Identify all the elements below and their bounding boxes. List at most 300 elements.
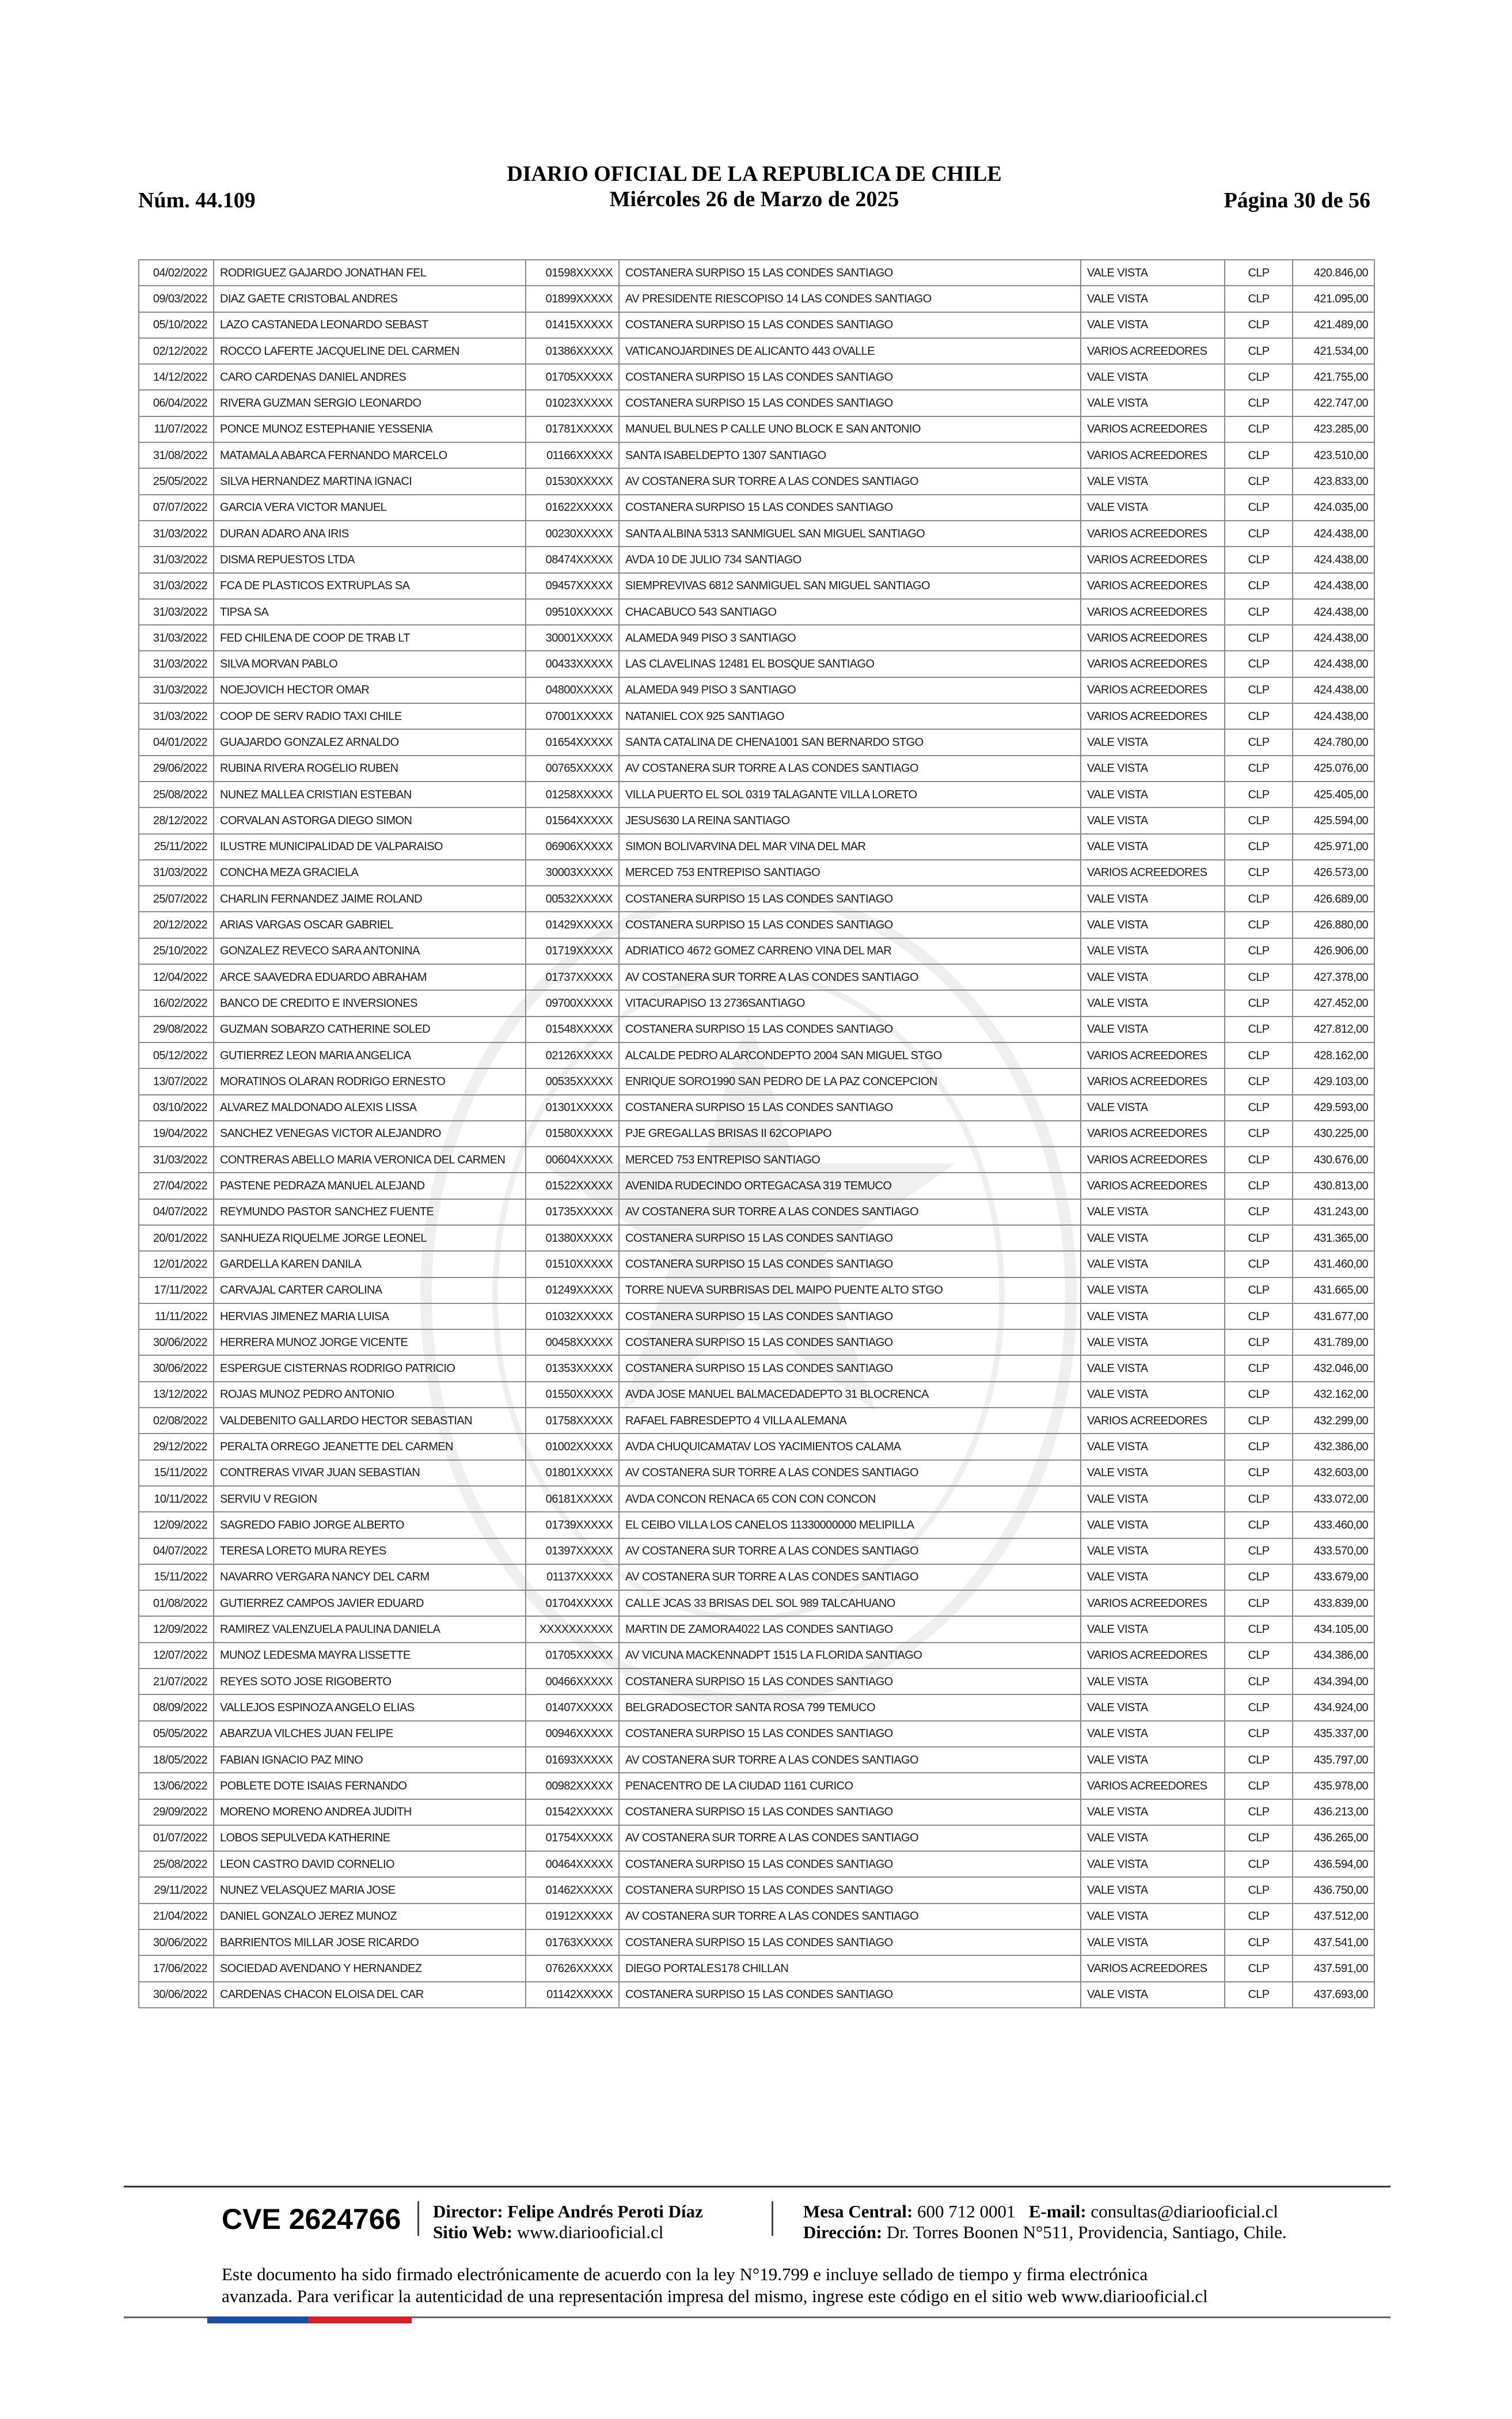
payment-type-cell: VALE VISTA: [1081, 1486, 1225, 1512]
currency-cell: CLP: [1225, 338, 1293, 364]
table-row: [139, 1121, 1374, 1147]
payment-type-cell: VARIOS ACREEDORES: [1081, 442, 1225, 468]
rut-cell: 01693XXXXX: [526, 1747, 619, 1773]
payment-type-cell: VALE VISTA: [1081, 495, 1225, 521]
name-cell: LOBOS SEPULVEDA KATHERINE: [214, 1825, 526, 1851]
rut-cell: 09510XXXXX: [526, 599, 619, 625]
rut-cell: 08474XXXXX: [526, 547, 619, 572]
address-cell: VILLA PUERTO EL SOL 0319 TALAGANTE VILLA LORETO: [619, 782, 1081, 807]
date-cell: 30/06/2022: [139, 1355, 214, 1381]
rut-cell: 01002XXXXX: [526, 1434, 619, 1459]
date-cell: 27/04/2022: [139, 1173, 214, 1199]
name-cell: FABIAN IGNACIO PAZ MINO: [214, 1747, 526, 1773]
address-cell: JESUS630 LA REINA SANTIAGO: [619, 807, 1081, 833]
address-cell: COSTANERA SURPISO 15 LAS CONDES SANTIAGO: [619, 312, 1081, 338]
amount-cell: 426.573,00: [1293, 860, 1374, 886]
table-row: [139, 468, 1374, 494]
address-cell: AV COSTANERA SUR TORRE A LAS CONDES SANTIAGO: [619, 756, 1081, 782]
table-row: [139, 1147, 1374, 1173]
payment-type-cell: VARIOS ACREEDORES: [1081, 1173, 1225, 1199]
table-row: [139, 338, 1374, 364]
rut-cell: 01407XXXXX: [526, 1694, 619, 1720]
name-cell: RODRIGUEZ GAJARDO JONATHAN FEL: [214, 260, 526, 286]
date-cell: 20/01/2022: [139, 1225, 214, 1251]
amount-cell: 430.225,00: [1293, 1121, 1374, 1147]
table-row: [139, 1694, 1374, 1720]
rut-cell: 01032XXXXX: [526, 1303, 619, 1329]
date-cell: 31/03/2022: [139, 547, 214, 572]
amount-cell: 436.213,00: [1293, 1799, 1374, 1825]
flag-stripe: [207, 2316, 412, 2323]
rut-cell: 06906XXXXX: [526, 834, 619, 860]
name-cell: VALDEBENITO GALLARDO HECTOR SEBASTIAN: [214, 1408, 526, 1434]
currency-cell: CLP: [1225, 1669, 1293, 1694]
name-cell: GUZMAN SOBARZO CATHERINE SOLED: [214, 1017, 526, 1042]
name-cell: HERVIAS JIMENEZ MARIA LUISA: [214, 1303, 526, 1329]
name-cell: MATAMALA ABARCA FERNANDO MARCELO: [214, 442, 526, 468]
date-cell: 04/07/2022: [139, 1199, 214, 1225]
cve-code: CVE 2624766: [222, 2203, 401, 2235]
address-cell: PJE GREGALLAS BRISAS II 62COPIAPO: [619, 1121, 1081, 1147]
amount-cell: 432.162,00: [1293, 1382, 1374, 1408]
currency-cell: CLP: [1225, 1825, 1293, 1851]
currency-cell: CLP: [1225, 1538, 1293, 1564]
name-cell: ALVAREZ MALDONADO ALEXIS LISSA: [214, 1095, 526, 1121]
address-cell: ENRIQUE SORO1990 SAN PEDRO DE LA PAZ CONCEPCION: [619, 1068, 1081, 1094]
date-cell: 12/09/2022: [139, 1512, 214, 1538]
rut-cell: 01763XXXXX: [526, 1929, 619, 1955]
table-row: [139, 1929, 1374, 1955]
table-row: [139, 1042, 1374, 1068]
payment-type-cell: VARIOS ACREEDORES: [1081, 677, 1225, 703]
page-header: [138, 161, 1370, 225]
rut-cell: 01522XXXXX: [526, 1173, 619, 1199]
rut-cell: 00230XXXXX: [526, 521, 619, 547]
table-row: [139, 286, 1374, 312]
amount-cell: 426.689,00: [1293, 886, 1374, 912]
date-cell: 01/07/2022: [139, 1825, 214, 1851]
date-cell: 28/12/2022: [139, 807, 214, 833]
payment-type-cell: VALE VISTA: [1081, 1564, 1225, 1590]
payment-type-cell: VALE VISTA: [1081, 1303, 1225, 1329]
payment-type-cell: VALE VISTA: [1081, 1460, 1225, 1486]
payment-type-cell: VARIOS ACREEDORES: [1081, 1773, 1225, 1799]
name-cell: FED CHILENA DE COOP DE TRAB LT: [214, 625, 526, 651]
amount-cell: 429.593,00: [1293, 1095, 1374, 1121]
date-cell: 12/04/2022: [139, 964, 214, 990]
amount-cell: 433.072,00: [1293, 1486, 1374, 1512]
amount-cell: 423.510,00: [1293, 442, 1374, 468]
publication-date: Miércoles 26 de Marzo de 2025: [609, 187, 899, 211]
currency-cell: CLP: [1225, 1747, 1293, 1773]
rut-cell: 01142XXXXX: [526, 1982, 619, 2008]
date-cell: 31/03/2022: [139, 625, 214, 651]
currency-cell: CLP: [1225, 912, 1293, 938]
table-row: [139, 1904, 1374, 1929]
date-cell: 11/11/2022: [139, 1303, 214, 1329]
date-cell: 13/07/2022: [139, 1068, 214, 1094]
legal-notice-line: avanzada. Para verificar la autenticidad de una representación impresa del mismo, ingrese este código en el sitio web www.diariooficial.cl: [222, 2286, 1208, 2306]
currency-cell: CLP: [1225, 416, 1293, 442]
address-cell: COSTANERA SURPISO 15 LAS CONDES SANTIAGO: [619, 1251, 1081, 1277]
rut-cell: 02126XXXXX: [526, 1042, 619, 1068]
name-cell: ROJAS MUNOZ PEDRO ANTONIO: [214, 1382, 526, 1408]
amount-cell: 435.978,00: [1293, 1773, 1374, 1799]
name-cell: POBLETE DOTE ISAIAS FERNANDO: [214, 1773, 526, 1799]
table-row: [139, 860, 1374, 886]
date-cell: 11/07/2022: [139, 416, 214, 442]
payment-type-cell: VALE VISTA: [1081, 1329, 1225, 1355]
amount-cell: 436.750,00: [1293, 1877, 1374, 1903]
address-cell: ALAMEDA 949 PISO 3 SANTIAGO: [619, 677, 1081, 703]
currency-cell: CLP: [1225, 1877, 1293, 1903]
amount-cell: 427.452,00: [1293, 990, 1374, 1016]
address-cell: COSTANERA SURPISO 15 LAS CONDES SANTIAGO: [619, 495, 1081, 521]
amount-cell: 424.438,00: [1293, 651, 1374, 677]
amount-cell: 434.105,00: [1293, 1616, 1374, 1642]
rut-cell: 01739XXXXX: [526, 1512, 619, 1538]
date-cell: 29/09/2022: [139, 1799, 214, 1825]
address-cell: COSTANERA SURPISO 15 LAS CONDES SANTIAGO: [619, 364, 1081, 390]
name-cell: CARO CARDENAS DANIEL ANDRES: [214, 364, 526, 390]
payment-type-cell: VARIOS ACREEDORES: [1081, 547, 1225, 572]
table-row: [139, 1068, 1374, 1094]
date-cell: 07/07/2022: [139, 495, 214, 521]
amount-cell: 429.103,00: [1293, 1068, 1374, 1094]
name-cell: RIVERA GUZMAN SERGIO LEONARDO: [214, 390, 526, 416]
table-row: [139, 1355, 1374, 1381]
name-cell: MORATINOS OLARAN RODRIGO ERNESTO: [214, 1068, 526, 1094]
payment-type-cell: VALE VISTA: [1081, 834, 1225, 860]
date-cell: 06/04/2022: [139, 390, 214, 416]
date-cell: 31/03/2022: [139, 651, 214, 677]
address-cell: COSTANERA SURPISO 15 LAS CONDES SANTIAGO: [619, 1982, 1081, 2008]
table-row: [139, 964, 1374, 990]
table-row: [139, 1251, 1374, 1277]
payment-type-cell: VALE VISTA: [1081, 1825, 1225, 1851]
flag-stripe-blue: [207, 2316, 308, 2323]
date-cell: 29/12/2022: [139, 1434, 214, 1459]
payment-type-cell: VALE VISTA: [1081, 312, 1225, 338]
amount-cell: 431.243,00: [1293, 1199, 1374, 1225]
date-cell: 31/03/2022: [139, 1147, 214, 1173]
amount-cell: 424.438,00: [1293, 703, 1374, 729]
table-row: [139, 442, 1374, 468]
currency-cell: CLP: [1225, 1147, 1293, 1173]
rut-cell: 01737XXXXX: [526, 964, 619, 990]
name-cell: SILVA HERNANDEZ MARTINA IGNACI: [214, 468, 526, 494]
website-link[interactable]: www.diariooficial.cl: [516, 2222, 664, 2242]
date-cell: 25/11/2022: [139, 834, 214, 860]
amount-cell: 424.035,00: [1293, 495, 1374, 521]
address-cell: AV COSTANERA SUR TORRE A LAS CONDES SANTIAGO: [619, 1564, 1081, 1590]
payment-type-cell: VALE VISTA: [1081, 1669, 1225, 1694]
amount-cell: 437.591,00: [1293, 1955, 1374, 1981]
address-cell: COSTANERA SURPISO 15 LAS CONDES SANTIAGO: [619, 1329, 1081, 1355]
currency-cell: CLP: [1225, 1851, 1293, 1877]
currency-cell: CLP: [1225, 1773, 1293, 1799]
address-cell: SANTA ISABELDEPTO 1307 SANTIAGO: [619, 442, 1081, 468]
address-cell: TORRE NUEVA SURBRISAS DEL MAIPO PUENTE ALTO STGO: [619, 1277, 1081, 1303]
name-cell: GARDELLA KAREN DANILA: [214, 1251, 526, 1277]
name-cell: NOEJOVICH HECTOR OMAR: [214, 677, 526, 703]
table-row: [139, 1955, 1374, 1981]
rut-cell: 01754XXXXX: [526, 1825, 619, 1851]
publication-title: DIARIO OFICIAL DE LA REPUBLICA DE CHILE: [507, 162, 1002, 186]
amount-cell: 431.365,00: [1293, 1225, 1374, 1251]
rut-cell: 01301XXXXX: [526, 1095, 619, 1121]
address-label: Dirección:: [803, 2222, 883, 2242]
rut-cell: 01899XXXXX: [526, 286, 619, 312]
address-cell: COSTANERA SURPISO 15 LAS CONDES SANTIAGO: [619, 1669, 1081, 1694]
rut-cell: 01429XXXXX: [526, 912, 619, 938]
payment-type-cell: VALE VISTA: [1081, 1017, 1225, 1042]
address-cell: ALAMEDA 949 PISO 3 SANTIAGO: [619, 625, 1081, 651]
address-cell: COSTANERA SURPISO 15 LAS CONDES SANTIAGO: [619, 886, 1081, 912]
address-cell: AVENIDA RUDECINDO ORTEGACASA 319 TEMUCO: [619, 1173, 1081, 1199]
currency-cell: CLP: [1225, 807, 1293, 833]
name-cell: DIAZ GAETE CRISTOBAL ANDRES: [214, 286, 526, 312]
name-cell: ARIAS VARGAS OSCAR GABRIEL: [214, 912, 526, 938]
table-row: [139, 547, 1374, 572]
table-row: [139, 886, 1374, 912]
date-cell: 21/07/2022: [139, 1669, 214, 1694]
date-cell: 08/09/2022: [139, 1694, 214, 1720]
flag-stripe-red: [308, 2316, 412, 2323]
address-cell: SIEMPREVIVAS 6812 SANMIGUEL SAN MIGUEL SANTIAGO: [619, 573, 1081, 599]
name-cell: COOP DE SERV RADIO TAXI CHILE: [214, 703, 526, 729]
table-row: [139, 1982, 1374, 2008]
currency-cell: CLP: [1225, 964, 1293, 990]
currency-cell: CLP: [1225, 1929, 1293, 1955]
payment-type-cell: VARIOS ACREEDORES: [1081, 416, 1225, 442]
payment-type-cell: VALE VISTA: [1081, 260, 1225, 286]
rut-cell: 00458XXXXX: [526, 1329, 619, 1355]
payment-type-cell: VALE VISTA: [1081, 1904, 1225, 1929]
currency-cell: CLP: [1225, 1982, 1293, 2008]
amount-cell: 424.780,00: [1293, 729, 1374, 755]
payment-type-cell: VALE VISTA: [1081, 807, 1225, 833]
currency-cell: CLP: [1225, 1590, 1293, 1616]
amount-cell: 425.971,00: [1293, 834, 1374, 860]
name-cell: MUNOZ LEDESMA MAYRA LISSETTE: [214, 1643, 526, 1669]
rut-cell: 00982XXXXX: [526, 1773, 619, 1799]
rut-cell: 09700XXXXX: [526, 990, 619, 1016]
amount-cell: 435.337,00: [1293, 1721, 1374, 1747]
payment-type-cell: VALE VISTA: [1081, 1616, 1225, 1642]
name-cell: ESPERGUE CISTERNAS RODRIGO PATRICIO: [214, 1355, 526, 1381]
name-cell: ABARZUA VILCHES JUAN FELIPE: [214, 1721, 526, 1747]
date-cell: 25/08/2022: [139, 1851, 214, 1877]
currency-cell: CLP: [1225, 573, 1293, 599]
rut-cell: 01781XXXXX: [526, 416, 619, 442]
name-cell: DISMA REPUESTOS LTDA: [214, 547, 526, 572]
rut-cell: 01258XXXXX: [526, 782, 619, 807]
amount-cell: 437.693,00: [1293, 1982, 1374, 2008]
creditors-table-wrapper: [138, 259, 1370, 2008]
currency-cell: CLP: [1225, 1408, 1293, 1434]
address-cell: COSTANERA SURPISO 15 LAS CONDES SANTIAGO: [619, 1721, 1081, 1747]
address-cell: AVDA CHUQUICAMATAV LOS YACIMIENTOS CALAMA: [619, 1434, 1081, 1459]
amount-cell: 422.747,00: [1293, 390, 1374, 416]
table-row: [139, 416, 1374, 442]
address-cell: SANTA ALBINA 5313 SANMIGUEL SAN MIGUEL SANTIAGO: [619, 521, 1081, 547]
date-cell: 14/12/2022: [139, 364, 214, 390]
payment-type-cell: VALE VISTA: [1081, 886, 1225, 912]
name-cell: DANIEL GONZALO JEREZ MUNOZ: [214, 1904, 526, 1929]
payment-type-cell: VARIOS ACREEDORES: [1081, 1590, 1225, 1616]
footer-separator: [772, 2201, 773, 2236]
address-cell: MERCED 753 ENTREPISO SANTIAGO: [619, 1147, 1081, 1173]
date-cell: 12/01/2022: [139, 1251, 214, 1277]
date-cell: 15/11/2022: [139, 1460, 214, 1486]
address-cell: VATICANOJARDINES DE ALICANTO 443 OVALLE: [619, 338, 1081, 364]
date-cell: 21/04/2022: [139, 1904, 214, 1929]
rut-cell: 00604XXXXX: [526, 1147, 619, 1173]
payment-type-cell: VALE VISTA: [1081, 938, 1225, 964]
currency-cell: CLP: [1225, 938, 1293, 964]
currency-cell: CLP: [1225, 756, 1293, 782]
amount-cell: 424.438,00: [1293, 677, 1374, 703]
payment-type-cell: VARIOS ACREEDORES: [1081, 573, 1225, 599]
rut-cell: 01580XXXXX: [526, 1121, 619, 1147]
table-row: [139, 651, 1374, 677]
address-cell: COSTANERA SURPISO 15 LAS CONDES SANTIAGO: [619, 260, 1081, 286]
address-cell: COSTANERA SURPISO 15 LAS CONDES SANTIAGO: [619, 912, 1081, 938]
address-cell: AVDA JOSE MANUEL BALMACEDADEPTO 31 BLOCRENCA: [619, 1382, 1081, 1408]
name-cell: LAZO CASTANEDA LEONARDO SEBAST: [214, 312, 526, 338]
rut-cell: 00532XXXXX: [526, 886, 619, 912]
amount-cell: 424.438,00: [1293, 521, 1374, 547]
address-cell: ADRIATICO 4672 GOMEZ CARRENO VINA DEL MAR: [619, 938, 1081, 964]
amount-cell: 437.512,00: [1293, 1904, 1374, 1929]
currency-cell: CLP: [1225, 834, 1293, 860]
issue-number: Núm. 44.109: [138, 188, 256, 213]
table-row: [139, 1225, 1374, 1251]
address-cell: COSTANERA SURPISO 15 LAS CONDES SANTIAGO: [619, 1929, 1081, 1955]
address-cell: AV VICUNA MACKENNADPT 1515 LA FLORIDA SANTIAGO: [619, 1643, 1081, 1669]
rut-cell: 01510XXXXX: [526, 1251, 619, 1277]
rut-cell: 00433XXXXX: [526, 651, 619, 677]
rut-cell: 01598XXXXX: [526, 260, 619, 286]
currency-cell: CLP: [1225, 1955, 1293, 1981]
name-cell: ILUSTRE MUNICIPALIDAD DE VALPARAISO: [214, 834, 526, 860]
currency-cell: CLP: [1225, 1616, 1293, 1642]
table-row: [139, 703, 1374, 729]
payment-type-cell: VARIOS ACREEDORES: [1081, 1121, 1225, 1147]
payment-type-cell: VARIOS ACREEDORES: [1081, 1408, 1225, 1434]
amount-cell: 423.285,00: [1293, 416, 1374, 442]
address-cell: COSTANERA SURPISO 15 LAS CONDES SANTIAGO: [619, 1851, 1081, 1877]
email-link[interactable]: consultas@diariooficial.cl: [1091, 2201, 1278, 2221]
rut-cell: 09457XXXXX: [526, 573, 619, 599]
name-cell: PASTENE PEDRAZA MANUEL ALEJAND: [214, 1173, 526, 1199]
rut-cell: 01530XXXXX: [526, 468, 619, 494]
rut-cell: 01397XXXXX: [526, 1538, 619, 1564]
rut-cell: 07626XXXXX: [526, 1955, 619, 1981]
amount-cell: 437.541,00: [1293, 1929, 1374, 1955]
payment-type-cell: VALE VISTA: [1081, 1851, 1225, 1877]
date-cell: 31/03/2022: [139, 703, 214, 729]
table-row: [139, 677, 1374, 703]
rut-cell: 01550XXXXX: [526, 1382, 619, 1408]
payment-type-cell: VALE VISTA: [1081, 1199, 1225, 1225]
table-row: [139, 1173, 1374, 1199]
legal-notice-line: Este documento ha sido firmado electrónicamente de acuerdo con la ley N°19.799 e incluye sellado de tiempo y firma electrónica: [222, 2264, 1148, 2284]
currency-cell: CLP: [1225, 1329, 1293, 1355]
name-cell: RAMIREZ VALENZUELA PAULINA DANIELA: [214, 1616, 526, 1642]
payment-type-cell: VALE VISTA: [1081, 1277, 1225, 1303]
rut-cell: 01758XXXXX: [526, 1408, 619, 1434]
payment-type-cell: VALE VISTA: [1081, 1538, 1225, 1564]
name-cell: CARDENAS CHACON ELOISA DEL CAR: [214, 1982, 526, 2008]
rut-cell: 00535XXXXX: [526, 1068, 619, 1094]
email-label: E-mail:: [1028, 2201, 1086, 2221]
name-cell: CARVAJAL CARTER CAROLINA: [214, 1277, 526, 1303]
rut-cell: 01801XXXXX: [526, 1460, 619, 1486]
currency-cell: CLP: [1225, 1121, 1293, 1147]
date-cell: 31/08/2022: [139, 442, 214, 468]
date-cell: 05/05/2022: [139, 1721, 214, 1747]
rut-cell: 01249XXXXX: [526, 1277, 619, 1303]
amount-cell: 425.594,00: [1293, 807, 1374, 833]
amount-cell: 434.924,00: [1293, 1694, 1374, 1720]
rut-cell: 06181XXXXX: [526, 1486, 619, 1512]
address-cell: COSTANERA SURPISO 15 LAS CONDES SANTIAGO: [619, 1799, 1081, 1825]
name-cell: CHARLIN FERNANDEZ JAIME ROLAND: [214, 886, 526, 912]
rut-cell: 01654XXXXX: [526, 729, 619, 755]
table-row: [139, 1017, 1374, 1042]
currency-cell: CLP: [1225, 1277, 1293, 1303]
rut-cell: 30003XXXXX: [526, 860, 619, 886]
table-row: [139, 599, 1374, 625]
date-cell: 01/08/2022: [139, 1590, 214, 1616]
currency-cell: CLP: [1225, 1225, 1293, 1251]
name-cell: SAGREDO FABIO JORGE ALBERTO: [214, 1512, 526, 1538]
table-row: [139, 260, 1374, 286]
payment-type-cell: VARIOS ACREEDORES: [1081, 521, 1225, 547]
currency-cell: CLP: [1225, 886, 1293, 912]
table-row: [139, 1851, 1374, 1877]
table-row: [139, 834, 1374, 860]
date-cell: 30/06/2022: [139, 1982, 214, 2008]
amount-cell: 433.460,00: [1293, 1512, 1374, 1538]
date-cell: 25/05/2022: [139, 468, 214, 494]
address-cell: COSTANERA SURPISO 15 LAS CONDES SANTIAGO: [619, 1095, 1081, 1121]
amount-cell: 425.405,00: [1293, 782, 1374, 807]
amount-cell: 436.594,00: [1293, 1851, 1374, 1877]
name-cell: GUTIERREZ CAMPOS JAVIER EDUARD: [214, 1590, 526, 1616]
table-row: [139, 1590, 1374, 1616]
table-row: [139, 1669, 1374, 1694]
payment-type-cell: VARIOS ACREEDORES: [1081, 860, 1225, 886]
address-cell: CALLE JCAS 33 BRISAS DEL SOL 989 TALCAHUANO: [619, 1590, 1081, 1616]
currency-cell: CLP: [1225, 1017, 1293, 1042]
name-cell: MORENO MORENO ANDREA JUDITH: [214, 1799, 526, 1825]
currency-cell: CLP: [1225, 312, 1293, 338]
currency-cell: CLP: [1225, 390, 1293, 416]
payment-type-cell: VALE VISTA: [1081, 1512, 1225, 1538]
payment-type-cell: VALE VISTA: [1081, 1877, 1225, 1903]
website-line: [433, 2222, 663, 2243]
address-value: Dr. Torres Boonen N°511, Providencia, Santiago, Chile.: [886, 2222, 1287, 2242]
name-cell: HERRERA MUNOZ JORGE VICENTE: [214, 1329, 526, 1355]
address-cell: COSTANERA SURPISO 15 LAS CONDES SANTIAGO: [619, 1355, 1081, 1381]
currency-cell: CLP: [1225, 364, 1293, 390]
page-title: [138, 161, 1370, 212]
address-cell: LAS CLAVELINAS 12481 EL BOSQUE SANTIAGO: [619, 651, 1081, 677]
currency-cell: CLP: [1225, 990, 1293, 1016]
